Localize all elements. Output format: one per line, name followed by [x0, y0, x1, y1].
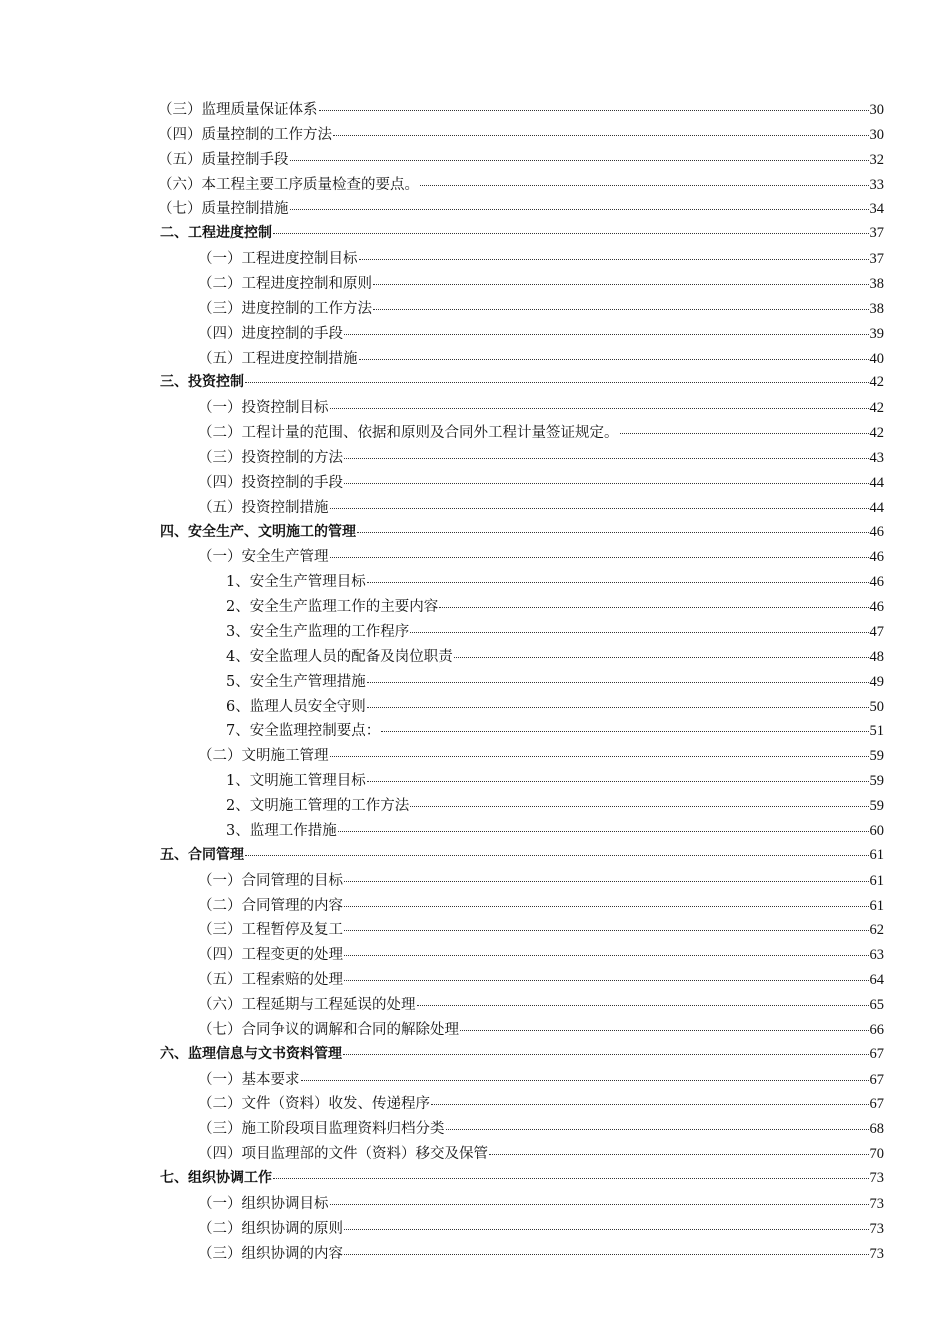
toc-entry[interactable]	[158, 595, 884, 620]
toc-entry-label: （二）文件（资料）收发、传递程序	[198, 1096, 430, 1113]
toc-entry-label: （七）质量控制措施	[158, 201, 289, 218]
toc-page-number: 42	[869, 425, 884, 442]
toc-entry[interactable]	[158, 993, 884, 1018]
toc-page-number: 38	[869, 300, 884, 317]
toc-page-number: 63	[869, 947, 884, 964]
dot-leader	[338, 830, 869, 832]
toc-entry-label: （一）工程进度控制目标	[198, 251, 358, 268]
toc-entry-label: （二）工程计量的范围、依据和原则及合同外工程计量签证规定。	[198, 425, 619, 442]
toc-section-heading[interactable]	[158, 521, 884, 546]
dot-leader	[319, 109, 869, 111]
toc-entry[interactable]	[158, 247, 884, 272]
toc-entry-label: （三）施工阶段项目监理资料归档分类	[198, 1121, 445, 1138]
toc-page-number: 67	[869, 1045, 884, 1062]
toc-entry-label: （三）监理质量保证体系	[158, 102, 318, 118]
toc-entry-label: 四、安全生产、文明施工的管理	[160, 523, 356, 540]
dot-leader	[454, 656, 869, 658]
toc-entry[interactable]	[158, 197, 884, 222]
toc-entry[interactable]	[158, 148, 884, 173]
toc-section-heading[interactable]	[158, 371, 884, 396]
toc-page-number: 66	[869, 1021, 884, 1038]
toc-page-number: 73	[869, 1195, 884, 1212]
toc-entry[interactable]	[158, 545, 884, 570]
toc-entry[interactable]	[158, 819, 884, 844]
toc-entry-label: 5、安全生产管理措施	[226, 673, 366, 690]
toc-page-number: 34	[869, 201, 884, 218]
toc-entry[interactable]	[158, 297, 884, 322]
toc-page-number: 59	[869, 798, 884, 815]
dot-leader	[367, 780, 869, 782]
toc-entry-label: （一）投资控制目标	[198, 400, 329, 417]
toc-page-number: 37	[869, 225, 884, 242]
dot-leader	[420, 184, 869, 186]
table-of-contents	[158, 98, 884, 1266]
toc-entry[interactable]	[158, 1117, 884, 1142]
toc-entry-label: 七、组织协调工作	[160, 1169, 272, 1186]
toc-entry-label: 五、合同管理	[160, 846, 244, 863]
dot-leader	[344, 457, 869, 459]
toc-entry[interactable]	[158, 471, 884, 496]
toc-entry[interactable]	[158, 670, 884, 695]
toc-entry-label: （四）项目监理部的文件（资料）移交及保管	[198, 1146, 488, 1163]
dot-leader	[489, 1153, 869, 1155]
toc-entry-label: 二、工程进度控制	[160, 225, 272, 242]
toc-entry-label: （三）进度控制的工作方法	[198, 300, 372, 317]
toc-page-number: 60	[869, 822, 884, 839]
toc-entry[interactable]	[158, 943, 884, 968]
toc-page-number: 64	[869, 972, 884, 989]
toc-entry-label: （三）投资控制的方法	[198, 450, 343, 467]
toc-page-number: 59	[869, 748, 884, 765]
dot-leader	[344, 333, 869, 335]
toc-entry[interactable]	[158, 744, 884, 769]
toc-entry[interactable]	[158, 570, 884, 595]
toc-entry[interactable]	[158, 446, 884, 471]
toc-page-number: 43	[869, 450, 884, 467]
dot-leader	[290, 208, 869, 210]
dot-leader	[359, 358, 869, 360]
toc-entry-label: （五）工程索赔的处理	[198, 972, 343, 989]
toc-entry[interactable]	[158, 1142, 884, 1167]
dot-leader	[273, 232, 869, 234]
toc-entry[interactable]	[158, 396, 884, 421]
toc-section-heading[interactable]	[158, 1167, 884, 1192]
dot-leader	[367, 681, 869, 683]
toc-page-number: 50	[869, 698, 884, 715]
dot-leader	[344, 905, 869, 907]
toc-entry-label: （五）投资控制措施	[198, 499, 329, 516]
toc-entry[interactable]	[158, 173, 884, 198]
toc-entry[interactable]	[158, 918, 884, 943]
toc-entry[interactable]	[158, 1018, 884, 1043]
toc-entry-label: 三、投资控制	[160, 374, 244, 391]
toc-page-number: 46	[869, 523, 884, 540]
toc-page-number: 30	[869, 126, 884, 143]
toc-page-number: 48	[869, 648, 884, 665]
dot-leader	[330, 1203, 869, 1205]
toc-entry-label: 7、安全监理控制要点：	[226, 723, 381, 740]
toc-page-number: 51	[869, 723, 884, 740]
toc-section-heading[interactable]	[158, 844, 884, 869]
toc-page-number: 42	[869, 400, 884, 417]
dot-leader	[446, 1128, 869, 1130]
toc-entry-label: 六、监理信息与文书资料管理	[160, 1045, 342, 1062]
toc-page-number: 37	[869, 251, 884, 268]
toc-entry[interactable]	[158, 894, 884, 919]
dot-leader	[330, 407, 869, 409]
dot-leader	[344, 979, 869, 981]
toc-section-heading[interactable]	[158, 1043, 884, 1068]
toc-entry-label: 6、监理人员安全守则	[226, 698, 366, 715]
toc-entry-label: 1、文明施工管理目标	[226, 773, 366, 790]
toc-entry-label: （四）工程变更的处理	[198, 947, 343, 964]
toc-entry-label: （一）基本要求	[198, 1071, 300, 1088]
toc-entry-label: （一）合同管理的目标	[198, 872, 343, 889]
toc-page-number: 46	[869, 549, 884, 566]
toc-page-number: 30	[869, 102, 884, 118]
toc-entry-label: （二）组织协调的原则	[198, 1220, 343, 1237]
toc-entry-label: （四）进度控制的手段	[198, 325, 343, 342]
dot-leader	[344, 954, 869, 956]
toc-entry[interactable]	[158, 496, 884, 521]
dot-leader	[367, 706, 869, 708]
toc-entry[interactable]	[158, 1092, 884, 1117]
toc-entry[interactable]	[158, 695, 884, 720]
dot-leader	[373, 308, 869, 310]
toc-entry[interactable]	[158, 1068, 884, 1093]
toc-entry-label: 4、安全监理人员的配备及岗位职责	[226, 648, 453, 665]
toc-page-number: 73	[869, 1169, 884, 1186]
dot-leader	[245, 381, 869, 383]
toc-page-number: 70	[869, 1146, 884, 1163]
toc-page-number: 68	[869, 1121, 884, 1138]
dot-leader	[330, 507, 869, 509]
dot-leader	[381, 730, 868, 732]
toc-entry[interactable]	[158, 968, 884, 993]
toc-entry[interactable]	[158, 1217, 884, 1242]
toc-entry-label: （三）工程暂停及复工	[198, 922, 343, 939]
toc-entry[interactable]	[158, 794, 884, 819]
toc-entry-label: （四）投资控制的手段	[198, 474, 343, 491]
toc-entry-label: 3、监理工作措施	[226, 822, 337, 839]
toc-entry-label: 1、安全生产管理目标	[226, 574, 366, 591]
toc-entry-label: （四）质量控制的工作方法	[158, 126, 332, 143]
toc-entry-label: （六）本工程主要工序质量检查的要点。	[158, 176, 419, 193]
toc-page-number: 61	[869, 872, 884, 889]
toc-entry-label: （二）工程进度控制和原则	[198, 276, 372, 293]
toc-page-number: 61	[869, 897, 884, 914]
toc-page-number: 44	[869, 474, 884, 491]
toc-page-number: 32	[869, 151, 884, 168]
toc-entry[interactable]	[158, 421, 884, 446]
dot-leader	[367, 581, 869, 583]
dot-leader	[333, 134, 869, 136]
dot-leader	[357, 531, 869, 533]
dot-leader	[344, 880, 869, 882]
toc-entry[interactable]	[158, 272, 884, 297]
toc-entry[interactable]	[158, 769, 884, 794]
toc-page-number: 59	[869, 773, 884, 790]
dot-leader	[620, 432, 869, 434]
dot-leader	[410, 805, 868, 807]
dot-leader	[431, 1103, 869, 1105]
toc-page-number: 65	[869, 996, 884, 1013]
dot-leader	[359, 258, 869, 260]
toc-entry-label: （一）安全生产管理	[198, 549, 329, 566]
dot-leader	[290, 159, 869, 161]
toc-page-number: 62	[869, 922, 884, 939]
toc-page-number: 67	[869, 1071, 884, 1088]
dot-leader	[301, 1079, 869, 1081]
toc-entry-label: （二）文明施工管理	[198, 748, 329, 765]
dot-leader	[344, 929, 869, 931]
toc-entry[interactable]	[158, 620, 884, 645]
toc-page-number: 39	[869, 325, 884, 342]
toc-entry[interactable]	[158, 347, 884, 372]
dot-leader	[330, 556, 869, 558]
toc-entry[interactable]	[158, 98, 884, 123]
toc-page-number: 49	[869, 673, 884, 690]
toc-entry[interactable]	[158, 869, 884, 894]
toc-page-number: 33	[869, 176, 884, 193]
toc-entry[interactable]	[158, 1192, 884, 1217]
dot-leader	[439, 606, 868, 608]
toc-entry-label: （三）组织协调的内容	[198, 1245, 343, 1262]
toc-entry-label: （六）工程延期与工程延误的处理	[198, 996, 416, 1013]
dot-leader	[344, 1253, 869, 1255]
dot-leader	[330, 755, 869, 757]
toc-page-number: 40	[869, 350, 884, 367]
toc-page-number: 73	[869, 1245, 884, 1262]
dot-leader	[417, 1004, 869, 1006]
toc-entry-label: （七）合同争议的调解和合同的解除处理	[198, 1021, 459, 1038]
toc-entry-label: （五）工程进度控制措施	[198, 350, 358, 367]
toc-entry-label: 2、文明施工管理的工作方法	[226, 798, 410, 815]
toc-entry-label: （五）质量控制手段	[158, 151, 289, 168]
toc-page-number: 73	[869, 1220, 884, 1237]
toc-page-number: 38	[869, 276, 884, 293]
dot-leader	[410, 631, 868, 633]
dot-leader	[373, 283, 869, 285]
toc-entry-label: 3、安全生产监理的工作程序	[226, 624, 410, 641]
toc-page-number: 42	[869, 374, 884, 391]
dot-leader	[245, 854, 869, 856]
dot-leader	[344, 482, 869, 484]
toc-page-number: 44	[869, 499, 884, 516]
toc-page-number: 61	[869, 846, 884, 863]
toc-entry[interactable]	[158, 322, 884, 347]
toc-page-number: 46	[869, 574, 884, 591]
dot-leader	[273, 1177, 869, 1179]
toc-entry-label: （二）合同管理的内容	[198, 897, 343, 914]
dot-leader	[343, 1053, 869, 1055]
toc-section-heading[interactable]	[158, 222, 884, 247]
toc-entry-label: （一）组织协调目标	[198, 1195, 329, 1212]
toc-page-number: 67	[869, 1096, 884, 1113]
toc-page-number: 46	[869, 599, 884, 616]
toc-page-number: 47	[869, 624, 884, 641]
toc-entry[interactable]	[158, 123, 884, 148]
toc-entry-label: 2、安全生产监理工作的主要内容	[226, 599, 439, 616]
toc-entry[interactable]	[158, 719, 884, 744]
toc-entry[interactable]	[158, 645, 884, 670]
dot-leader	[460, 1029, 869, 1031]
toc-entry[interactable]	[158, 1242, 884, 1267]
dot-leader	[344, 1228, 869, 1230]
